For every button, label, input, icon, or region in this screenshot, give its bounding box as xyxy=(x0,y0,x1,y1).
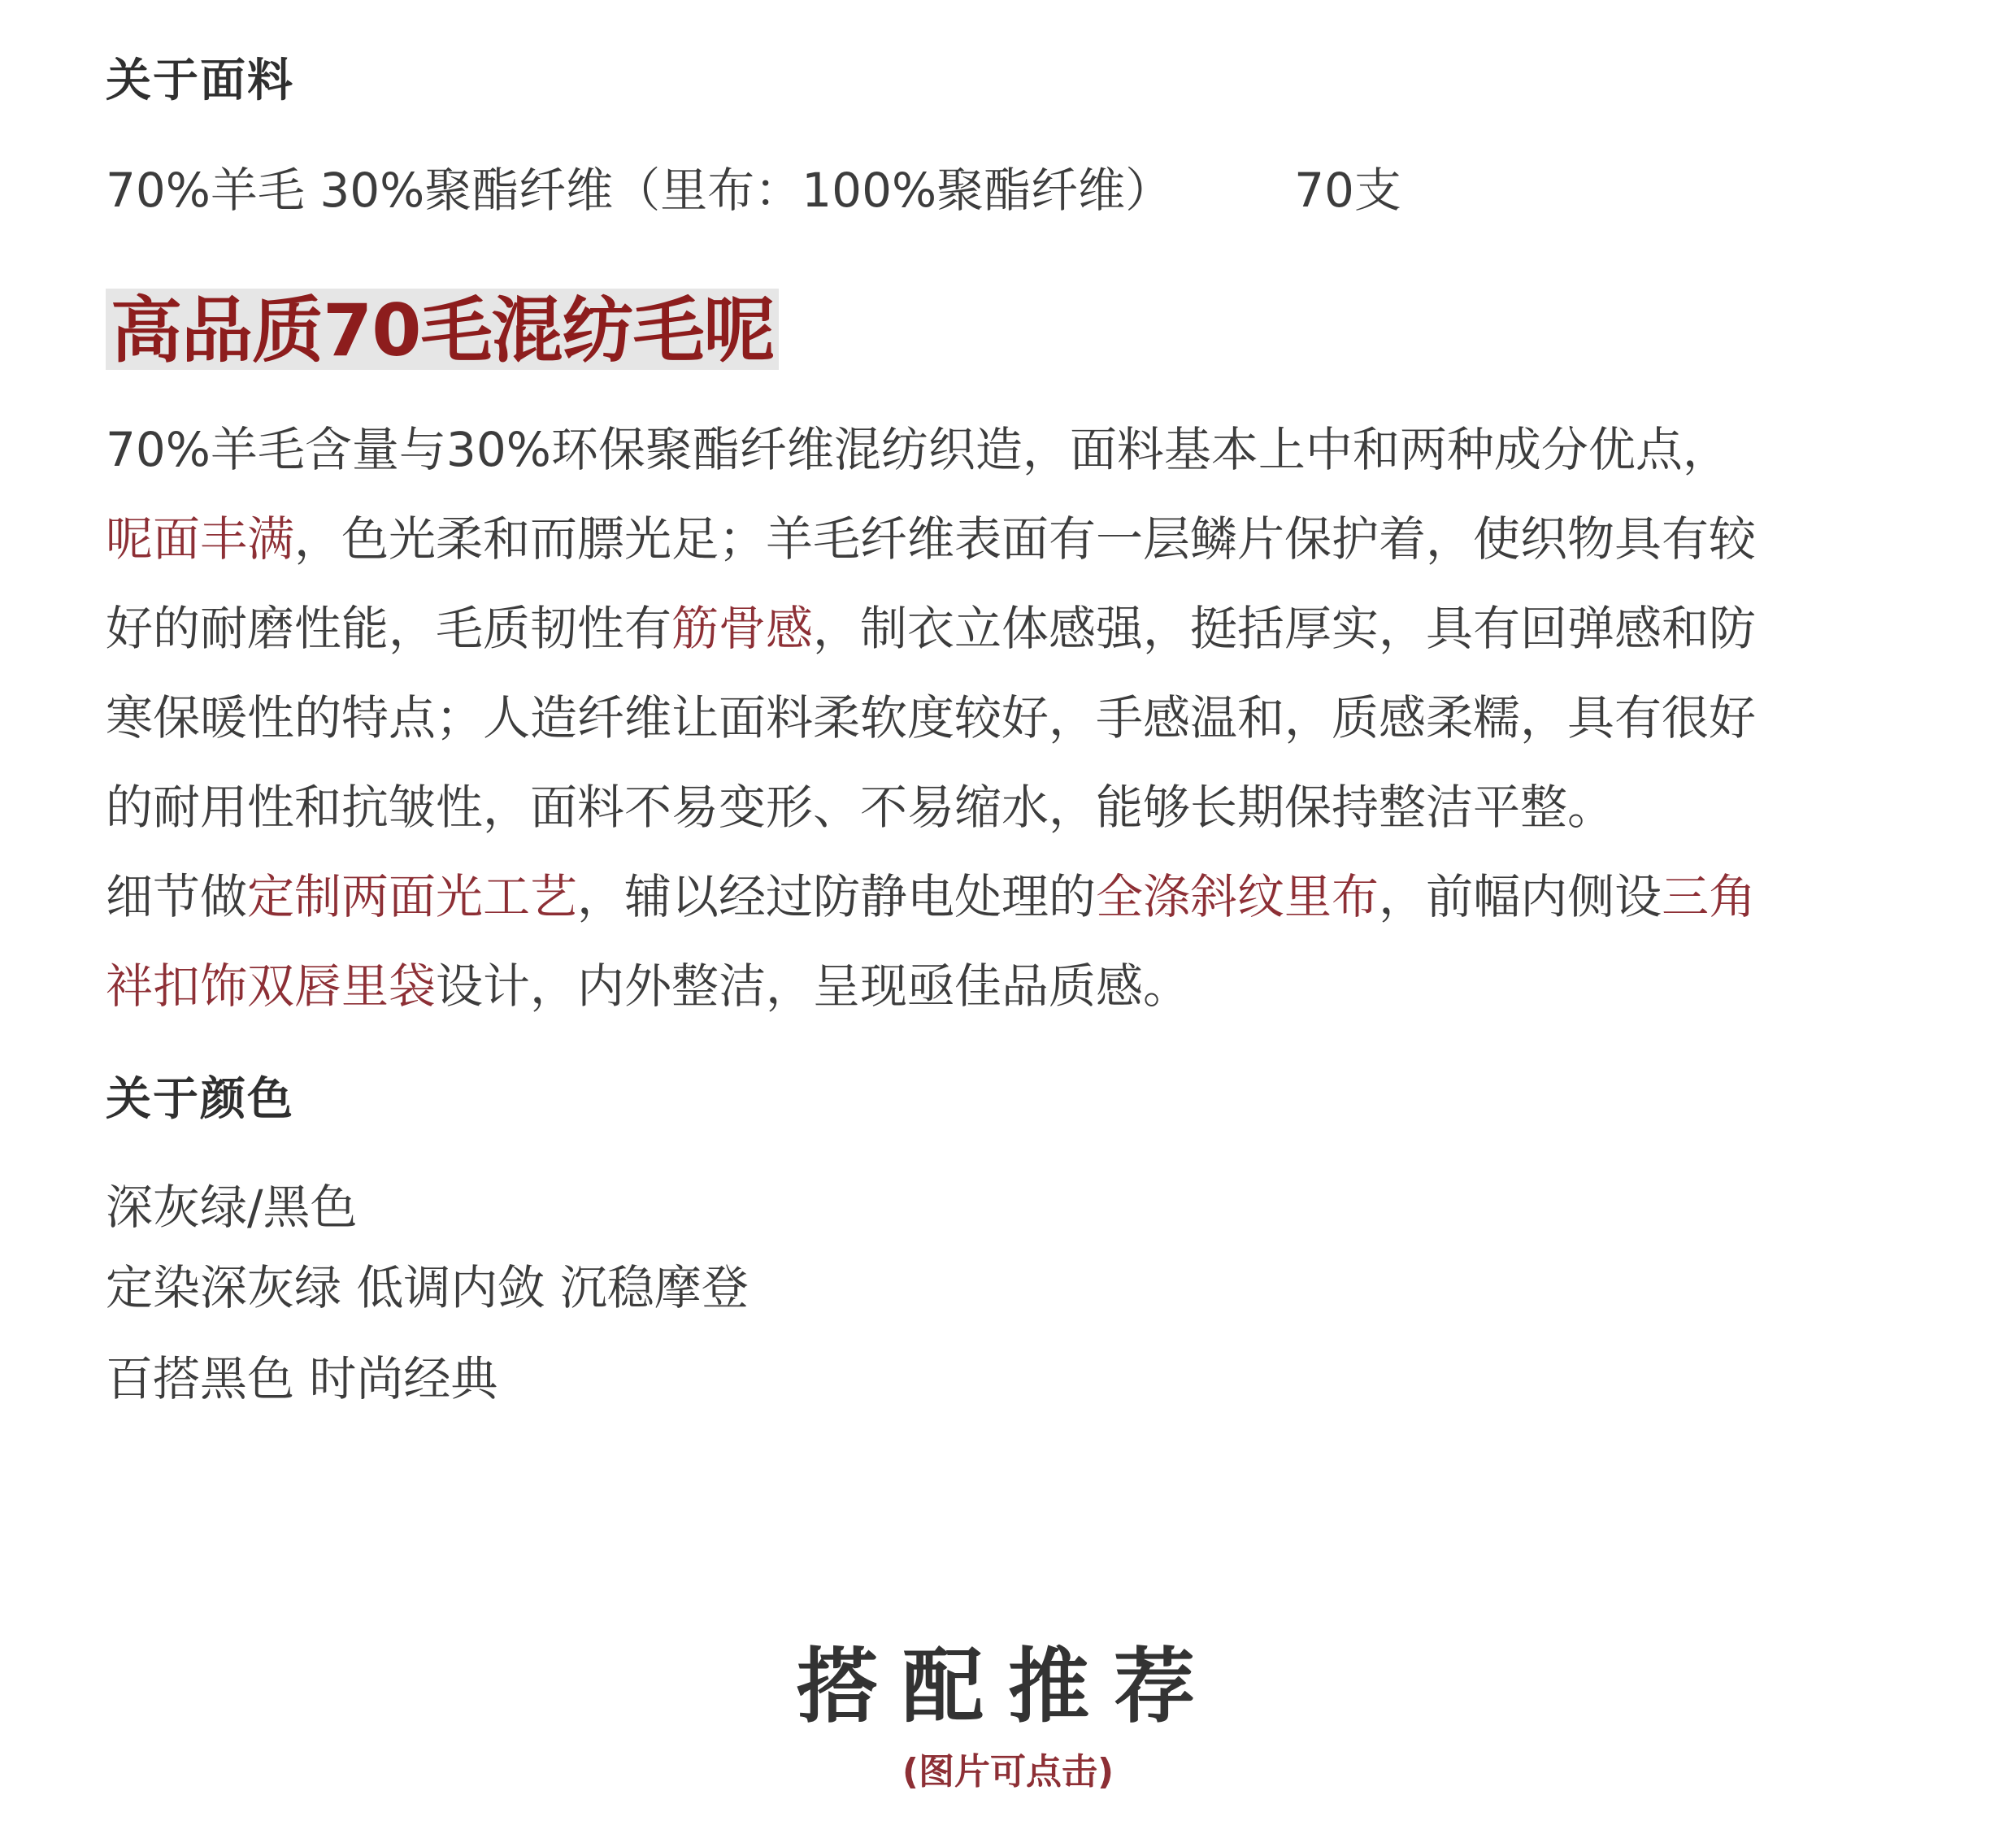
emphasis-text: 全涤斜纹里布 xyxy=(1096,869,1379,924)
recommend-subtitle: (图片可点击) xyxy=(902,1751,1114,1793)
recommend-title: 搭配推荐 xyxy=(797,1639,1219,1734)
description-text: 设计，内外整洁，呈现亟佳品质感。 xyxy=(436,958,1191,1014)
emphasis-text: 袢扣饰双唇里袋 xyxy=(106,958,437,1014)
color-name: 深灰绿/黑色 xyxy=(106,1180,358,1235)
fabric-yarn-count: 70支 xyxy=(1294,163,1401,218)
emphasis-text: 三角 xyxy=(1662,869,1757,924)
emphasis-text: 定制两面光工艺 xyxy=(247,869,578,924)
description-text: 寒保暖性的特点；人造纤维让面料柔软度较好，手感温和，质感柔糯，具有很好 xyxy=(106,690,1757,745)
description-text: ，制衣立体感强，挺括厚实，具有回弹感和防 xyxy=(813,601,1757,656)
description-text: 70%羊毛含量与30%环保聚酯纤维混纺织造，面料基本上中和两种成分优点， xyxy=(106,422,1730,477)
description-text: 细节做 xyxy=(106,869,248,924)
description-text: ，辅以经过防静电处理的 xyxy=(577,869,1097,924)
emphasis-text: 筋骨感 xyxy=(671,601,814,656)
description-line xyxy=(106,852,1918,941)
fabric-spec-line xyxy=(106,163,1918,218)
highlight-title: 高品质70毛混纺毛呢 xyxy=(106,289,779,370)
color-description: 定染深灰绿 低调内敛 沉稳摩登 xyxy=(106,1260,749,1315)
fabric-composition: 70%羊毛 30%聚酯纤维（里布：100%聚酯纤维） xyxy=(106,163,1173,218)
description-line xyxy=(106,941,1918,1031)
description-text: 的耐用性和抗皱性，面料不易变形、不易缩水，能够长期保持整洁平整。 xyxy=(106,780,1615,835)
color-description: 百搭黑色 时尚经典 xyxy=(106,1351,498,1406)
fabric-description xyxy=(106,405,1918,1031)
description-line xyxy=(106,494,1918,584)
description-text: 好的耐磨性能，毛质韧性有 xyxy=(106,601,672,656)
color-section-label: 关于颜色 xyxy=(106,1073,294,1126)
emphasis-text: 呢面丰满 xyxy=(106,511,295,567)
description-line xyxy=(106,584,1918,673)
description-line xyxy=(106,763,1918,852)
description-text: ，前幅内侧设 xyxy=(1379,869,1662,924)
description-line xyxy=(106,673,1918,763)
fabric-section-label: 关于面料 xyxy=(106,54,294,107)
description-text: ，色光柔和而膘光足；羊毛纤维表面有一层鳞片保护着，使织物具有较 xyxy=(294,511,1757,567)
description-line xyxy=(106,405,1918,494)
